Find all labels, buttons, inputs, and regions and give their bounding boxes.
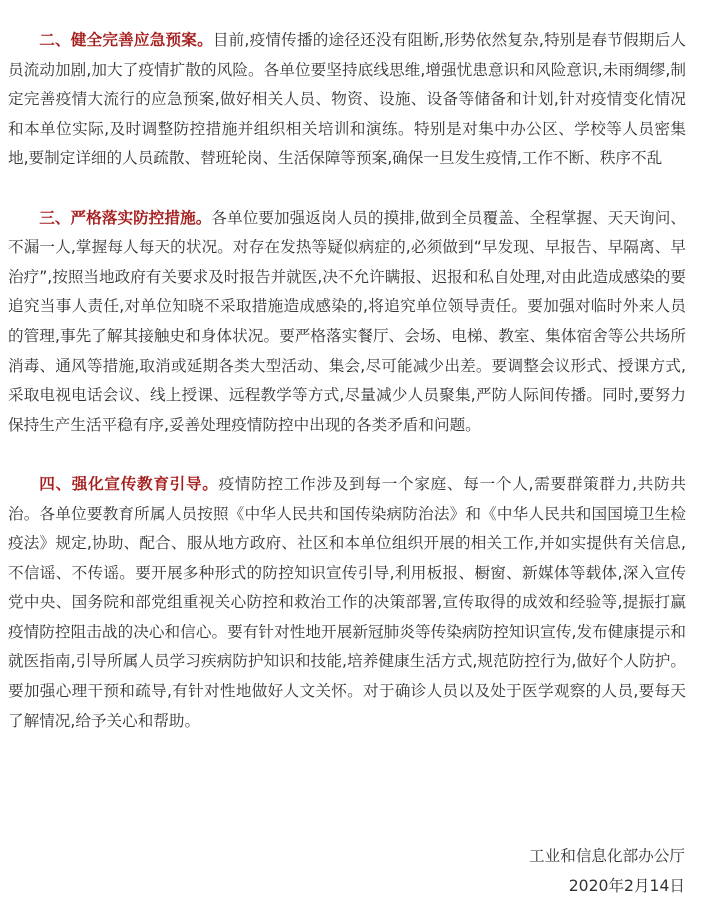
section-emergency-plan <box>8 26 686 174</box>
signature-block <box>529 842 685 901</box>
section-publicity-education <box>8 470 686 736</box>
section-heading: 四、强化宣传教育引导。 <box>39 474 219 493</box>
signature-organization: 工业和信息化部办公厅 <box>529 847 685 865</box>
section-text: 疫情防控工作涉及到每一个家庭、每一个人,需要群策群力,共防共治。各单位要教育所属人员按照《中华人民共和国传染病防治法》和《中华人民共和国国境卫生检疫法》规定,协助、配合、服从地方政府、社区和本单位组织开展的相关工作,并如实提供有关信息,不信谣、不传谣。要开展多种形式的防控知识宣传引导,利用板报、橱窗、新媒体等载体,深入宣传党中央、国务院和部党组重视关心防控和救治工作的决策部署,宣传取得的成效和经验等,提振打赢疫情防控阻击战的决心和信心。要有针对性地开展新冠肺炎等传染病防控知识宣传,发布健康提示和就医指南,引导所属人员学习疾病防护知识和技能,培养健康生活方式,规范防控行为,做好个人防护。要加强心理干预和疏导,有针对性地做好人文关怀。对于确诊人员以及处于医学观察的人员,要每天了解情况,给予关心和帮助。 <box>8 474 686 730</box>
section-text: 各单位要加强返岗人员的摸排,做到全员覆盖、全程掌握、天天询问、不漏一人,掌握每人每天的状况。对存在发热等疑似病症的,必须做到“早发现、早报告、早隔离、早治疗”,按照当地政府有关要求及时报告并就医,决不允许瞒报、迟报和私自处理,对由此造成感染的要追究当事人责任,对单位知晓不采取措施造成感染的,将追究单位领导责任。要加强对临时外来人员的管理,事先了解其接触史和身体状况。要严格落实餐厅、会场、电梯、教室、集体宿舍等公共场所消毒、通风等措施,取消或延期各类大型活动、集会,尽可能减少出差。要调整会议形式、授课方式,采取电视电话会议、线上授课、远程教学等方式,尽量减少人员聚集,严防人际间传播。同时,要努力保持生产生活平稳有序,妥善处理疫情防控中出现的各类矛盾和问题。 <box>8 208 686 434</box>
section-text: 目前,疫情传播的途径还没有阻断,形势依然复杂,特别是春节假期后人员流动加剧,加大了疫情扩散的风险。各单位要坚持底线思维,增强忧患意识和风险意识,未雨绸缪,制定完善疫情大流行的应急预案,做好相关人员、物资、设施、设备等储备和计划,针对疫情变化情况和本单位实际,及时调整防控措施并组织相关培训和演练。特别是对集中办公区、学校等人员密集地,要制定详细的人员疏散、替班轮岗、生活保障等预案,确保一旦发生疫情,工作不断、秩序不乱 <box>8 31 686 168</box>
article-body <box>8 26 686 736</box>
section-heading: 二、健全完善应急预案。 <box>39 31 213 49</box>
signature-date: 2020年2月14日 <box>568 876 685 895</box>
section-heading: 三、严格落实防控措施。 <box>39 208 212 227</box>
section-prevention-measures <box>8 204 686 441</box>
